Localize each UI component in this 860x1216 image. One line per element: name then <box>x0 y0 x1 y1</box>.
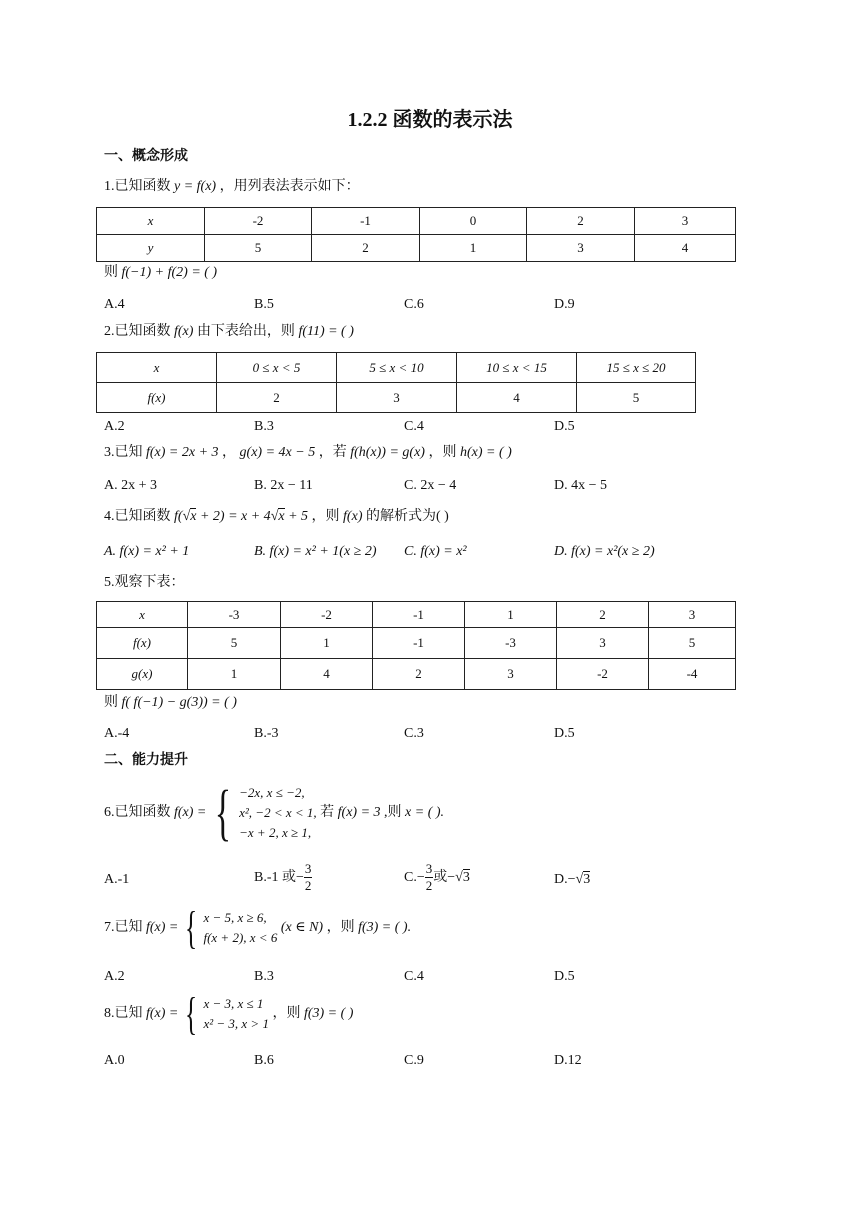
section-heading-1: 一、概念形成 <box>104 149 188 164</box>
table-cell: -1 <box>373 602 465 628</box>
table-cell: 2 <box>373 659 465 690</box>
table-row <box>97 235 736 262</box>
option-c[interactable]: C.4 <box>404 419 424 434</box>
q6-text-then: ,则 <box>384 805 402 820</box>
option-d[interactable]: D.5 <box>554 419 575 434</box>
table-cell: 3 <box>465 659 557 690</box>
sqrt-symbol: √ <box>575 872 584 887</box>
table-cell: 5 ≤ x < 10 <box>337 353 457 383</box>
table-cell: 5 <box>577 383 696 413</box>
table-cell: 15 ≤ x ≤ 20 <box>577 353 696 383</box>
table-cell: 1 <box>420 235 527 262</box>
q3-formula-g: g(x) = 4x − 5 <box>239 445 316 460</box>
q4-formula-fx: f(x) <box>343 509 363 524</box>
question-7-stem <box>104 902 412 953</box>
q7-text-then: ，则 <box>326 920 355 935</box>
option-b[interactable]: B.5 <box>254 297 274 312</box>
radicand: x <box>190 509 197 524</box>
table-cell: 3 <box>527 235 635 262</box>
page-title: 1.2.2 函数的表示法 <box>347 109 513 131</box>
brace-symbol: { <box>184 988 197 1039</box>
option-d[interactable]: D.12 <box>554 1053 582 1068</box>
q2-formula: f(x) <box>174 324 194 339</box>
table-cell: 2 <box>527 208 635 235</box>
fraction <box>425 861 434 894</box>
sqrt-symbol: √ <box>182 509 191 524</box>
brace-symbol: { <box>214 779 231 847</box>
piece: x², −2 < x < 1, <box>239 805 317 820</box>
table-cell: f(x) <box>97 628 188 659</box>
minus-sign: − <box>296 870 304 885</box>
table-row <box>97 628 736 659</box>
table-cell: 10 ≤ x < 15 <box>457 353 577 383</box>
table-cell: -2 <box>281 602 373 628</box>
option-b[interactable] <box>254 860 312 896</box>
option-a[interactable]: A. f(x) = x² + 1 <box>104 544 190 559</box>
table-cell: -2 <box>205 208 312 235</box>
table-cell: 3 <box>557 628 649 659</box>
q2-text-mid: 由下表给出，则 <box>196 324 295 339</box>
q4-text: 4.已知函数 <box>104 509 171 524</box>
table-row <box>97 353 696 383</box>
table-row <box>97 659 736 690</box>
q2-text: 2.已知函数 <box>104 324 171 339</box>
table-cell: x <box>97 353 217 383</box>
q7-formula: f(x) = <box>146 920 179 935</box>
table-cell: 4 <box>281 659 373 690</box>
question-5-stem: 5.观察下表： <box>104 575 185 590</box>
question-1-stem <box>104 178 360 196</box>
piece: f(x + 2), x < 6 <box>203 930 278 945</box>
table-cell: -1 <box>312 208 420 235</box>
table-cell: 4 <box>457 383 577 413</box>
q7-text: 7.已知 <box>104 920 143 935</box>
option-a[interactable]: A.0 <box>104 1053 125 1068</box>
table-cell: -3 <box>465 628 557 659</box>
option-d[interactable]: D. 4x − 5 <box>554 478 608 493</box>
option-d[interactable]: D.9 <box>554 297 575 312</box>
q3-text-then: ，则 <box>428 445 457 460</box>
q8-formula-ask: f(3) = ( ) <box>303 1006 354 1021</box>
q3-formula-fh: f(h(x)) = g(x) <box>350 445 425 460</box>
q7-domain: (x ∈ N) <box>280 920 324 935</box>
q3-comma: ， <box>222 445 237 460</box>
radicand: 3 <box>583 872 591 887</box>
q5-ask-text: 则 <box>104 695 118 710</box>
q8-text: 8.已知 <box>104 1006 143 1021</box>
option-a[interactable]: A. 2x + 3 <box>104 478 158 493</box>
piece: x² − 3, x > 1 <box>203 1016 269 1031</box>
option-c[interactable]: C. 2x − 4 <box>404 478 457 493</box>
table-cell: -2 <box>557 659 649 690</box>
option-b[interactable]: B.3 <box>254 419 274 434</box>
table-cell: 5 <box>649 628 736 659</box>
option-b[interactable]: B.6 <box>254 1053 274 1068</box>
minus-sign: − <box>567 872 576 887</box>
table-cell: 0 ≤ x < 5 <box>217 353 337 383</box>
option-c[interactable]: C.6 <box>404 297 424 312</box>
q4-text-end: 的解析式为( ) <box>365 509 449 524</box>
radicand: x <box>278 509 285 524</box>
radicand: 3 <box>462 870 470 885</box>
piecewise-cases <box>203 994 268 1034</box>
sqrt-symbol: √ <box>455 870 463 885</box>
option-d[interactable] <box>554 871 590 889</box>
minus-sign: − <box>447 870 456 885</box>
table-cell: 4 <box>635 235 736 262</box>
table-cell: 2 <box>557 602 649 628</box>
q6-text: 6.已知函数 <box>104 805 171 820</box>
option-d[interactable]: D.5 <box>554 969 575 984</box>
table-cell: 1 <box>188 659 281 690</box>
q6-formula: f(x) = <box>174 805 207 820</box>
question-3-stem <box>104 444 512 462</box>
piecewise-cases <box>203 908 277 948</box>
piece: x − 5, x ≥ 6, <box>203 910 267 925</box>
q6-formula-ask: x = ( ). <box>405 805 445 820</box>
question-2-stem <box>104 323 354 341</box>
fraction <box>304 861 313 894</box>
denominator: 2 <box>425 878 433 894</box>
piece: x − 3, x ≤ 1 <box>203 996 264 1011</box>
q4-formula-part: + 2) = x + 4 <box>196 509 271 524</box>
q7-formula-ask: f(3) = ( ). <box>358 920 412 935</box>
q5-ask <box>104 694 237 712</box>
question-4-stem <box>104 508 449 526</box>
table-cell: y <box>97 235 205 262</box>
numerator: 3 <box>425 861 433 877</box>
q1-ask <box>104 264 217 282</box>
q6-text-if: 若 <box>320 805 335 820</box>
denominator: 2 <box>304 878 312 894</box>
q1-text-end: ，用列表法表示如下： <box>219 179 360 194</box>
option-b[interactable]: B. f(x) = x² + 1(x ≥ 2) <box>254 544 377 559</box>
section-heading-2: 二、能力提升 <box>104 753 188 768</box>
numerator: 3 <box>304 861 312 877</box>
option-label: D. <box>554 872 568 887</box>
table-cell: 2 <box>312 235 420 262</box>
option-a[interactable]: A.2 <box>104 419 125 434</box>
option-label: C. <box>404 870 417 885</box>
table-cell: 5 <box>205 235 312 262</box>
table-cell: 0 <box>420 208 527 235</box>
q1-ask-formula: f(−1) + f(2) = ( ) <box>121 265 218 280</box>
table-cell: 2 <box>217 383 337 413</box>
table-cell: f(x) <box>97 383 217 413</box>
option-d[interactable]: D.5 <box>554 726 575 741</box>
q3-text-if: ，若 <box>318 445 347 460</box>
minus-sign: − <box>416 870 425 885</box>
brace-symbol: { <box>184 902 197 953</box>
table-cell: 3 <box>635 208 736 235</box>
table-cell: x <box>97 208 205 235</box>
table-cell: -1 <box>373 628 465 659</box>
piece: −2x, x ≤ −2, <box>239 785 305 800</box>
q4-formula-part: + 5 <box>284 509 309 524</box>
q2-table <box>96 352 696 413</box>
option-a[interactable]: A.2 <box>104 969 125 984</box>
option-c[interactable]: C.4 <box>404 969 424 984</box>
q1-table <box>96 207 736 262</box>
table-cell: 5 <box>188 628 281 659</box>
option-b[interactable]: B.3 <box>254 969 274 984</box>
q4-formula-part: f( <box>174 509 183 524</box>
option-a[interactable]: A.-4 <box>104 726 130 741</box>
table-cell: 3 <box>337 383 457 413</box>
table-cell: g(x) <box>97 659 188 690</box>
option-c[interactable]: C.9 <box>404 1053 424 1068</box>
q5-table <box>96 601 736 690</box>
table-cell: 1 <box>465 602 557 628</box>
option-a[interactable]: A.-1 <box>104 872 130 887</box>
table-cell: -3 <box>188 602 281 628</box>
table-cell: x <box>97 602 188 628</box>
q8-formula: f(x) = <box>146 1006 179 1021</box>
sqrt-symbol: √ <box>270 509 279 524</box>
table-cell: 1 <box>281 628 373 659</box>
q1-formula: y = f(x) <box>174 179 217 194</box>
q2-formula-ask: f(11) = ( ) <box>298 324 354 339</box>
q8-text-then: ，则 <box>272 1006 301 1021</box>
table-cell: -4 <box>649 659 736 690</box>
option-a[interactable]: A.4 <box>104 297 125 312</box>
option-b[interactable]: B.-3 <box>254 726 279 741</box>
option-label: B.-1 或 <box>254 870 296 885</box>
q4-formula <box>174 508 308 524</box>
option-c[interactable]: C. f(x) = x² <box>404 544 467 559</box>
q3-text: 3.已知 <box>104 445 143 460</box>
q5-ask-formula: f( f(−1) − g(3)) = ( ) <box>121 695 237 710</box>
q3-formula-ask: h(x) = ( ) <box>459 445 512 460</box>
or-text: 或 <box>433 870 448 885</box>
q1-ask-text: 则 <box>104 265 118 280</box>
option-b[interactable]: B. 2x − 11 <box>254 478 313 493</box>
option-c[interactable] <box>404 860 470 896</box>
piece: −x + 2, x ≥ 1, <box>239 825 312 840</box>
q3-formula-f: f(x) = 2x + 3 <box>146 445 219 460</box>
option-d[interactable]: D. f(x) = x²(x ≥ 2) <box>554 544 655 559</box>
q1-text: 1.已知函数 <box>104 179 171 194</box>
question-6-stem <box>104 779 445 847</box>
q4-text-then: ，则 <box>311 509 340 524</box>
q6-formula-cond: f(x) = 3 <box>337 805 381 820</box>
table-row <box>97 602 736 628</box>
option-c[interactable]: C.3 <box>404 726 424 741</box>
table-row <box>97 208 736 235</box>
table-row <box>97 383 696 413</box>
piecewise-cases <box>239 783 317 843</box>
table-cell: 3 <box>649 602 736 628</box>
question-8-stem <box>104 988 354 1039</box>
